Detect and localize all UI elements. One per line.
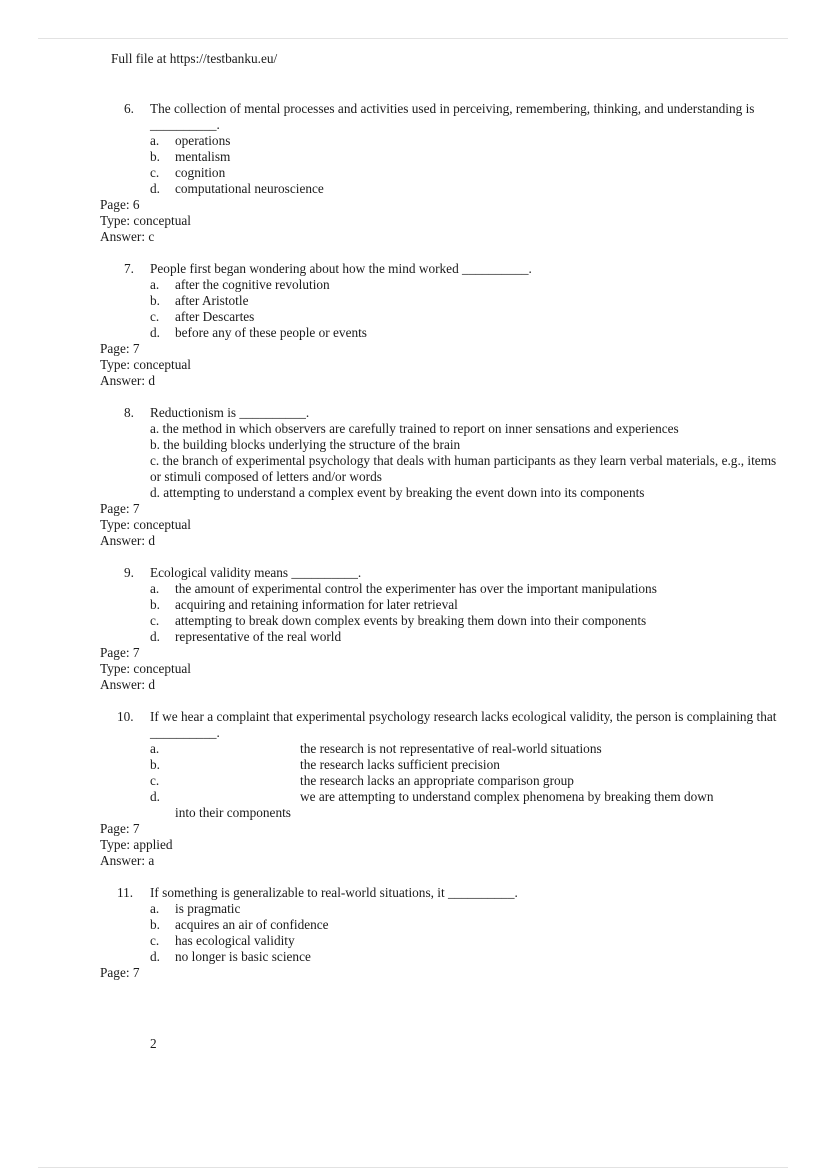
option-d: d. no longer is basic science bbox=[150, 949, 311, 964]
question-number: 8. bbox=[124, 405, 134, 420]
question-stem: Reductionism is __________. bbox=[150, 405, 310, 420]
option-b: b. after Aristotle bbox=[150, 293, 249, 308]
option-d: d. attempting to understand a complex event by breaking the event down into its components bbox=[150, 485, 645, 500]
question-type: Type: conceptual bbox=[100, 357, 192, 372]
option-c: c. after Descartes bbox=[150, 309, 255, 324]
option-c: c. cognition bbox=[150, 165, 226, 180]
option-b: b. acquiring and retaining information for later retrieval bbox=[150, 597, 458, 612]
question-type: Type: conceptual bbox=[100, 213, 192, 228]
option-d-continuation: into their components bbox=[175, 805, 291, 820]
question-type: Type: conceptual bbox=[100, 661, 192, 676]
question-number: 6. bbox=[124, 101, 134, 116]
question-stem: If something is generalizable to real-world situations, it __________. bbox=[150, 885, 518, 900]
question-number: 11. bbox=[117, 885, 134, 900]
option-a: a. the research is not representative of real-world situations bbox=[150, 741, 602, 756]
question-number: 7. bbox=[124, 261, 134, 276]
question-number: 9. bbox=[124, 565, 134, 580]
option-b: b. the research lacks sufficient precision bbox=[150, 757, 500, 772]
option-c: c. the branch of experimental psychology that deals with human participants as they learn verbal materials, e.g., items or stimuli composed of letters and/or words bbox=[150, 453, 777, 484]
page-number: 2 bbox=[150, 1036, 157, 1051]
question-list bbox=[100, 101, 790, 997]
question-stem: People first began wondering about how the mind worked __________. bbox=[150, 261, 532, 276]
option-d: d. before any of these people or events bbox=[150, 325, 367, 340]
answer-key: Answer: d bbox=[100, 373, 156, 388]
question-6 bbox=[100, 101, 790, 245]
page-reference: Page: 7 bbox=[100, 965, 140, 980]
page-reference: Page: 6 bbox=[100, 197, 140, 212]
question-10 bbox=[100, 709, 790, 869]
option-d: d. representative of the real world bbox=[150, 629, 342, 644]
page-reference: Page: 7 bbox=[100, 821, 140, 836]
question-stem: Ecological validity means __________. bbox=[150, 565, 362, 580]
option-a: a. is pragmatic bbox=[150, 901, 241, 916]
answer-key: Answer: a bbox=[100, 853, 155, 868]
option-a: a. the method in which observers are carefully trained to report on inner sensations and experiences bbox=[150, 421, 679, 436]
option-b: b. mentalism bbox=[150, 149, 231, 164]
question-stem: If we hear a complaint that experimental psychology research lacks ecological validity, the person is complaining that __________. bbox=[150, 709, 777, 740]
option-d: d. we are attempting to understand complex phenomena by breaking them down bbox=[150, 789, 714, 804]
option-c: c. the research lacks an appropriate comparison group bbox=[150, 773, 574, 788]
question-number: 10. bbox=[117, 709, 134, 724]
option-a: a. the amount of experimental control the experimenter has over the important manipulations bbox=[150, 581, 657, 596]
option-a: a. operations bbox=[150, 133, 231, 148]
answer-key: Answer: d bbox=[100, 533, 156, 548]
page-reference: Page: 7 bbox=[100, 501, 140, 516]
option-b: b. the building blocks underlying the structure of the brain bbox=[150, 437, 461, 452]
source-header: Full file at https://testbanku.eu/ bbox=[111, 51, 278, 66]
page-reference: Page: 7 bbox=[100, 341, 140, 356]
option-c: c. has ecological validity bbox=[150, 933, 295, 948]
answer-key: Answer: c bbox=[100, 229, 155, 244]
question-7 bbox=[100, 261, 790, 389]
question-11 bbox=[100, 885, 790, 981]
question-9 bbox=[100, 565, 790, 693]
option-b: b. acquires an air of confidence bbox=[150, 917, 329, 932]
question-type: Type: applied bbox=[100, 837, 173, 852]
question-stem: The collection of mental processes and activities used in perceiving, remembering, thinking, and understanding is __________. bbox=[150, 101, 755, 132]
question-type: Type: conceptual bbox=[100, 517, 192, 532]
option-a: a. after the cognitive revolution bbox=[150, 277, 330, 292]
bottom-page-rule bbox=[38, 1167, 788, 1168]
option-c: c. attempting to break down complex events by breaking them down into their components bbox=[150, 613, 647, 628]
answer-key: Answer: d bbox=[100, 677, 156, 692]
top-page-rule bbox=[38, 38, 788, 39]
question-8 bbox=[100, 405, 790, 549]
option-d: d. computational neuroscience bbox=[150, 181, 324, 196]
page-reference: Page: 7 bbox=[100, 645, 140, 660]
